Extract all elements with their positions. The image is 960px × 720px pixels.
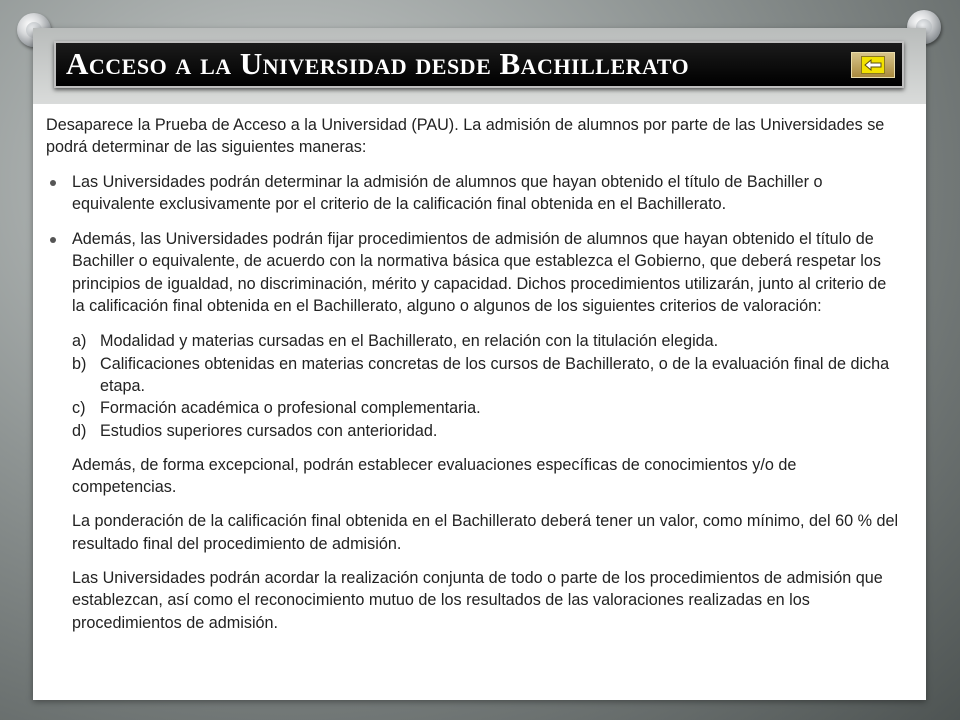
paragraph: Además, de forma excepcional, podrán establecer evaluaciones específicas de conocimientos y/o de competencias. bbox=[72, 455, 797, 497]
slide-body bbox=[46, 114, 901, 646]
intro-text: Desaparece la Prueba de Acceso a la Universidad (PAU). La admisión de alumnos por parte de las Universidades se podrá determinar de las siguientes maneras: bbox=[46, 116, 885, 157]
left-arrow-icon bbox=[861, 56, 885, 74]
bullet-item bbox=[46, 228, 901, 317]
bullet-dot-icon bbox=[50, 237, 56, 243]
back-button[interactable] bbox=[851, 52, 895, 78]
bullet-list bbox=[46, 171, 901, 318]
criteria-item bbox=[72, 353, 901, 398]
criteria-mark: d) bbox=[72, 421, 87, 440]
criteria-mark: b) bbox=[72, 354, 87, 373]
criteria-mark: c) bbox=[72, 399, 86, 418]
paragraph: La ponderación de la calificación final obtenida en el Bachillerato deberá tener un valor, como mínimo, del 60 % del resultado final del procedimiento de admisión. bbox=[72, 512, 899, 553]
criteria-mark: a) bbox=[72, 332, 87, 351]
criteria-item bbox=[72, 330, 901, 352]
bullet-dot-icon bbox=[50, 180, 56, 186]
criteria-list bbox=[46, 330, 901, 441]
bullet-item bbox=[46, 171, 901, 216]
criteria-item bbox=[72, 420, 901, 442]
criteria-item bbox=[72, 397, 901, 419]
title-bar bbox=[54, 41, 904, 88]
criteria-text: Modalidad y materias cursadas en el Bachillerato, en relación con la titulación elegida. bbox=[100, 332, 719, 351]
bullet-text: Además, las Universidades podrán fijar procedimientos de admisión de alumnos que hayan obtenido el título de Bachiller o equivalente, de acuerdo con la normativa básica que establezca el Gobierno, que deberá respetar los principios de igualdad, no discriminación, mérito y capacidad. Dichos procedimientos utilizarán, junto al criterio de la calificación final obtenida en el Bachillerato, alguno o algunos de los siguientes criterios de valoración: bbox=[72, 230, 887, 316]
criteria-text: Estudios superiores cursados con anterioridad. bbox=[100, 421, 438, 440]
criteria-text: Formación académica o profesional complementaria. bbox=[100, 399, 481, 418]
slide-title: Acceso a la Universidad desde Bachillerato bbox=[66, 46, 690, 81]
paragraph: Las Universidades podrán acordar la realización conjunta de todo o parte de los procedimientos de admisión que establezcan, así como el reconocimiento mutuo de los resultados de las valoraciones realizadas en los procedimientos de admisión. bbox=[72, 569, 883, 632]
criteria-text: Calificaciones obtenidas en materias concretas de los cursos de Bachillerato, o de la evaluación final de dicha etapa. bbox=[100, 354, 890, 395]
bullet-text: Las Universidades podrán determinar la admisión de alumnos que hayan obtenido el título de Bachiller o equivalente exclusivamente por el criterio de la calificación final obtenida en el Bachillerato. bbox=[72, 172, 823, 213]
